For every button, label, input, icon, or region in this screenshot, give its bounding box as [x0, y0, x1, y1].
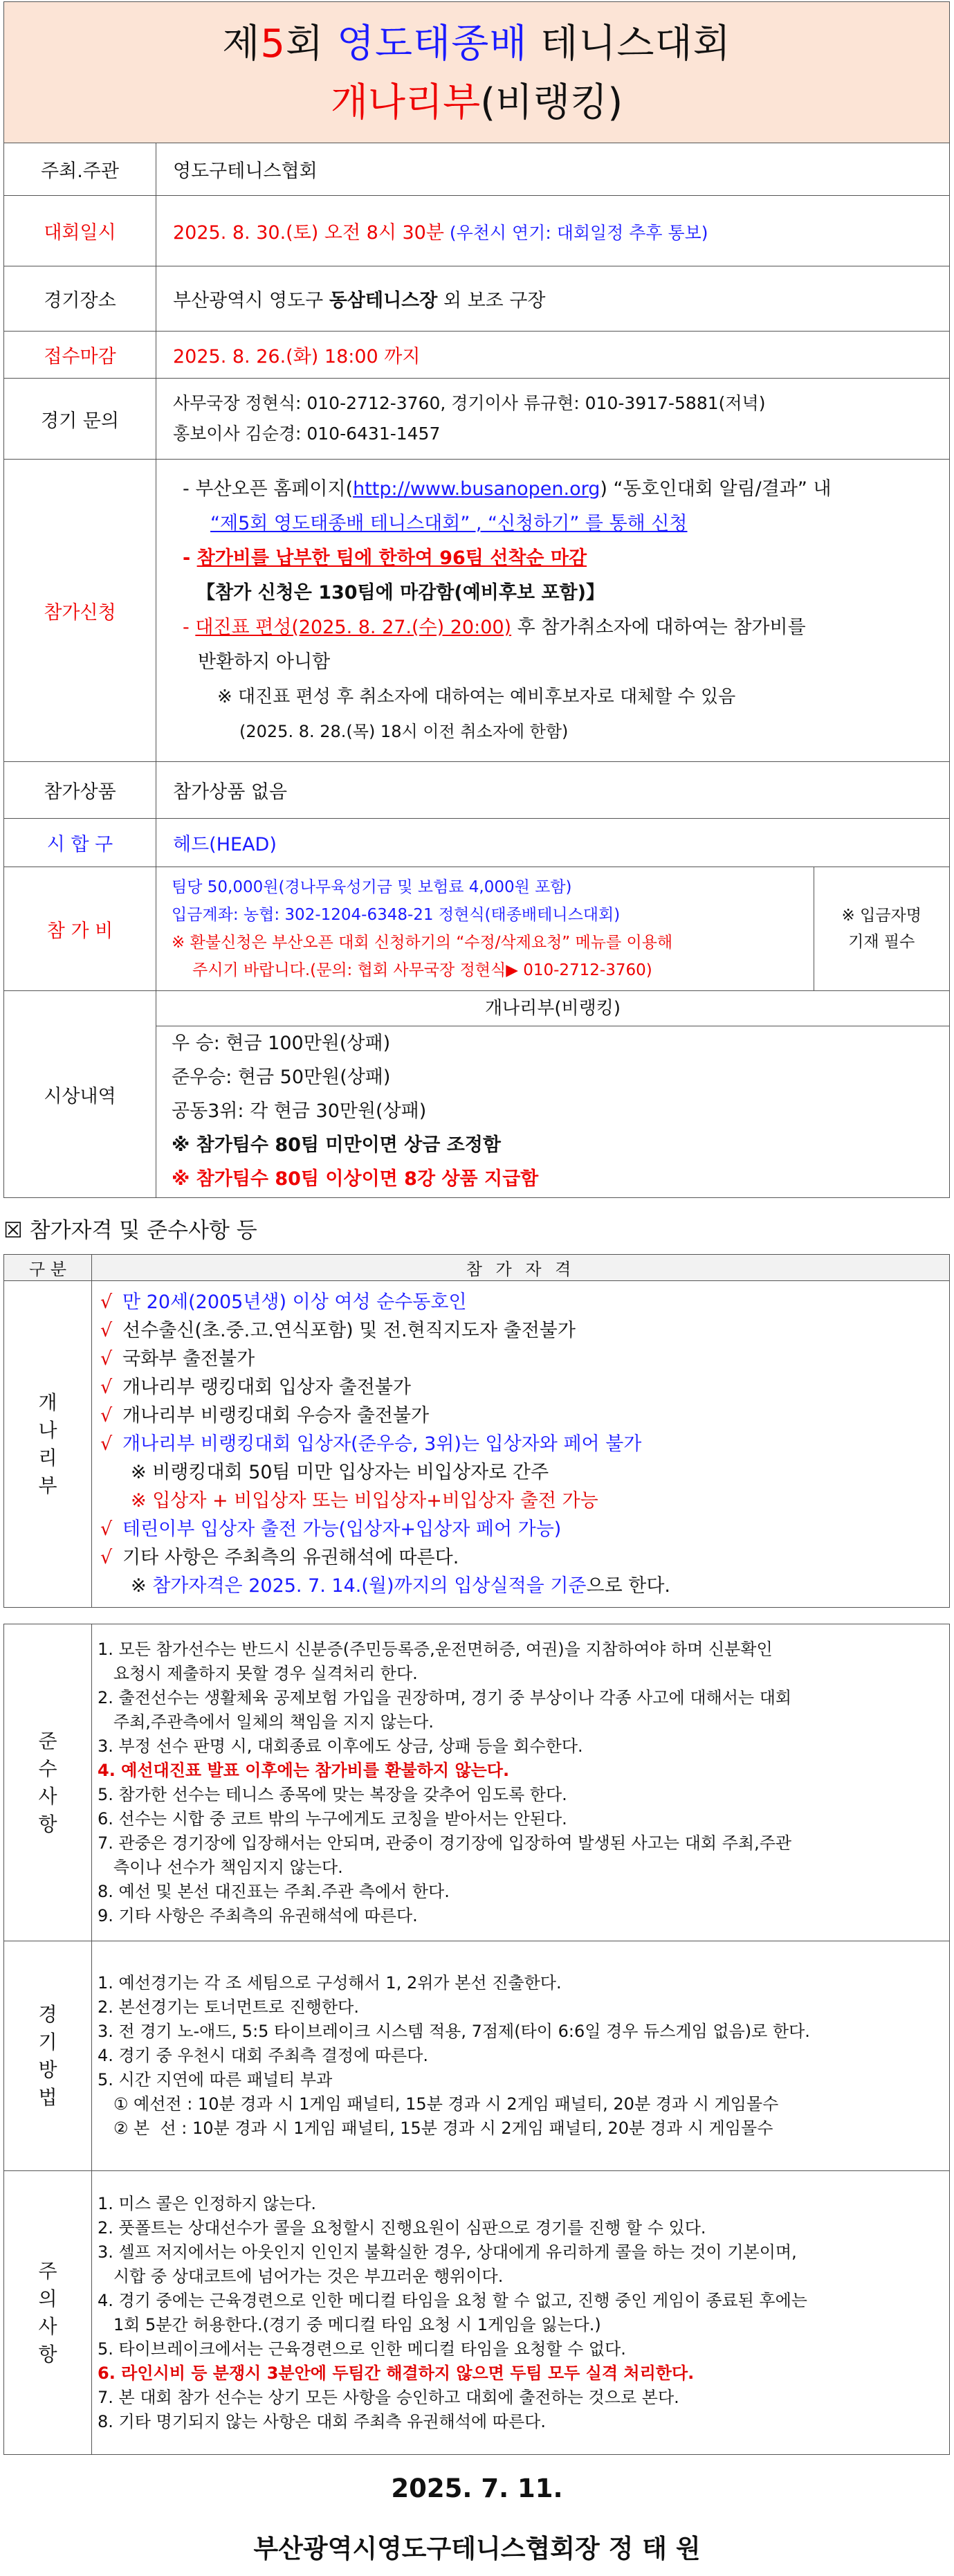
- rule-line: 9. 기타 사항은 주최측의 유권해석에 따른다.: [98, 1905, 418, 1925]
- qual-label-char: 나: [38, 1418, 57, 1442]
- date-label: 대회일시: [4, 196, 156, 266]
- signature: 부산광역시영도구테니스협회장 정 태 원: [253, 2534, 701, 2564]
- deadline-label: 접수마감: [4, 332, 156, 379]
- rule-line: 5. 시간 지연에 따른 패널티 부과: [98, 2070, 333, 2089]
- rule-line: 4. 경기 중 우천시 대회 주최측 결정에 따른다.: [98, 2046, 429, 2065]
- rules-label-char: 법: [38, 2085, 57, 2109]
- prize-details: 개나리부(비랭킹) 우 승: 현금 100만원(상패) 준우승: 현금 50만원(상패) 공동3위: 각 현금 30만원(상패) ※ 참가팀수 80팀 미만이면 상금 조정함 ※ 참가팀수 80팀 이상이면 8강 상품 지급함: [156, 991, 950, 1198]
- prize-heading: 개나리부(비랭킹): [156, 991, 949, 1026]
- rules-label-char: 의: [38, 2287, 57, 2310]
- rule-line: 1. 예선경기는 각 조 세팀으로 구성해서 1, 2위가 본선 진출한다.: [98, 1973, 562, 1993]
- qual-head-criteria: 참 가 자 격: [92, 1255, 950, 1281]
- rules-section-body: [92, 2171, 950, 2455]
- fee-side-note: ※ 입금자명 기재 필수: [841, 907, 921, 951]
- qual-item: √ 만 20세(2005년생) 이상 여성 순수동호인: [100, 1288, 948, 1316]
- tournament-title: 제5회 영도태종배 테니스대회: [222, 21, 731, 66]
- qual-item: √ 개나리부 비랭킹대회 우승자 출전불가: [100, 1402, 948, 1430]
- rule-line: 2. 풋폴트는 상대선수가 콜을 요청할시 진행요원이 심판으로 경기를 진행 할 수 있다.: [98, 2217, 706, 2238]
- qual-item: √ 개나리부 비랭킹대회 입상자(준우승, 3위)는 입상자와 페어 불가: [100, 1430, 948, 1458]
- division-title: 개나리부(비랭킹): [330, 80, 623, 125]
- rule-line: 8. 예선 및 본선 대진표는 주최.주관 측에서 한다.: [98, 1881, 450, 1901]
- ball-label: 시 합 구: [4, 819, 156, 867]
- qual-label-char: 리: [38, 1446, 57, 1469]
- check-mark-icon: √: [100, 1377, 113, 1398]
- rule-line: 5. 타이브레이크에서는 근육경련으로 인한 메디컬 타임을 요청할 수 없다.: [98, 2339, 626, 2359]
- check-mark-icon: √: [100, 1348, 113, 1370]
- host-value: 영도구테니스협회: [156, 143, 950, 196]
- rule-line: 3. 셀프 저지에서는 아웃인지 인인지 불확실한 경우, 상대에게 유리하게 콜을 하는 것이 기본이며,: [98, 2242, 797, 2262]
- check-mark-icon: √: [100, 1405, 113, 1426]
- qual-head-category: 구 분: [4, 1255, 92, 1281]
- rule-line: 3. 전 경기 노-애드, 5:5 타이브레이크 시스템 적용, 7점제(타이 6:6일 경우 듀스게임 없음)로 한다.: [98, 2022, 810, 2041]
- check-mark-icon: √: [100, 1433, 113, 1455]
- rule-line: 2. 출전선수는 생활체육 공제보험 가입을 권장하며, 경기 중 부상이나 각종 사고에 대해서는 대회: [98, 1687, 792, 1707]
- rules-section-label: [4, 1941, 92, 2171]
- check-mark-icon: √: [100, 1291, 113, 1313]
- check-mark-icon: √: [100, 1320, 113, 1341]
- qualification-section-title: ☒ 참가자격 및 준수사항 등: [3, 1218, 257, 1243]
- rule-line: 6. 라인시비 등 분쟁시 3분안에 두팀간 해결하지 않으면 두팀 모두 실격 처리한다.: [98, 2363, 695, 2383]
- rules-label-char: 방: [38, 2058, 57, 2081]
- rules-label-char: 수: [38, 1757, 57, 1780]
- registration-details: - 부산오픈 홈페이지(http://www.busanopen.org) “동호인대회 알림/결과” 내 “제5회 영도태종배 테니스대회” , “신청하기” 를 통해 신청 - 참가비를 납부한 팀에 한하여 96팀 선착순 마감 【참가 신청은 130팀에 마감함(예비후보 포함)】 - 대진표 편성(2025. 8. 27.(수) 20:00) 후 참가취소자에 대하여는 참가비를 반환하지 아니함 ※ 대진표 편성 후 취소자에 대하여는 예비후보자로 대체할 수 있음 (2025. 8. 28.(목) 18시 이전 취소자에 한함): [156, 460, 950, 762]
- date-value: 2025. 8. 30.(토) 오전 8시 30분 (우천시 연기: 대회일정 추후 통보): [156, 196, 950, 266]
- rule-line: 8. 기타 명기되지 않는 사항은 대회 주최측 유권해석에 따른다.: [98, 2411, 546, 2431]
- qual-group-label: [4, 1281, 92, 1608]
- qual-basis-note: ※ 참가자격은 2025. 7. 14.(월)까지의 입상실적을 기준으로 한다.: [131, 1575, 671, 1597]
- rule-line: 3. 부정 선수 판명 시, 대회종료 이후에도 상금, 상패 등을 회수한다.: [98, 1736, 583, 1756]
- rules-label-char: 경: [38, 2002, 57, 2026]
- rules-table: [3, 1624, 950, 2455]
- rule-line: 5. 참가한 선수는 테니스 종목에 맞는 복장을 갖추어 임도록 한다.: [98, 1784, 567, 1804]
- tournament-info-table: [3, 1, 950, 1198]
- rule-line: 7. 본 대회 참가 선수는 상기 모든 사항을 승인하고 대회에 출전하는 것으로 본다.: [98, 2387, 679, 2407]
- rule-line: 7. 관중은 경기장에 입장해서는 안되며, 관중이 경기장에 입장하여 발생된 사고는 대회 주최,주관: [98, 1833, 792, 1853]
- rules-label-char: 사: [38, 2314, 57, 2338]
- rules-section-body: [92, 1941, 950, 2171]
- fee-label: 참 가 비: [4, 867, 156, 991]
- ball-value: 헤드(HEAD): [156, 819, 950, 867]
- gift-label: 참가상품: [4, 762, 156, 819]
- check-mark-icon: √: [100, 1518, 113, 1540]
- venue-label: 경기장소: [4, 266, 156, 332]
- rule-line: 1회 5분간 허용한다.(경기 중 메디컬 타임 요청 시 1게임을 잃는다.): [98, 2314, 601, 2334]
- rule-line: 요청시 제출하지 못할 경우 실격처리 한다.: [98, 1663, 418, 1683]
- gift-value: 참가상품 없음: [156, 762, 950, 819]
- fee-details: 팀당 50,000원(경나무육성기금 및 보험료 4,000원 포함) 입금계좌: 농협: 302-1204-6348-21 정현식(태종배테니스대회) ※ 환불신청은 부산오픈 대회 신청하기의 “수정/삭제요청” 메뉴를 이용해 주시기 바랍니다.(문의: 협회 사무국장 정현식▶ 010-2712-3760) ※ 입금자명 기재 필수: [156, 867, 950, 991]
- rule-line: 1. 미스 콜은 인정하지 않는다.: [98, 2193, 317, 2213]
- qual-item: √ 개나리부 랭킹대회 입상자 출전불가: [100, 1373, 948, 1402]
- rule-line: 1. 모든 참가선수는 반드시 신분증(주민등록증,운전면허증, 여권)을 지참하여야 하며 신분확인: [98, 1639, 773, 1659]
- contact-value: 사무국장 정현식: 010-2712-3760, 경기이사 류규현: 010-3917-5881(저녁) 홍보이사 김순경: 010-6431-1457: [156, 379, 950, 460]
- rules-label-char: 준: [38, 1729, 57, 1752]
- busanopen-link[interactable]: http://www.busanopen.org: [353, 478, 600, 500]
- qual-item: √ 국화부 출전불가: [100, 1345, 948, 1373]
- deadline-value: 2025. 8. 26.(화) 18:00 까지: [156, 332, 950, 379]
- rules-label-char: 사: [38, 1784, 57, 1808]
- rules-section-body: [92, 1624, 950, 1941]
- checkbox-icon: ☒: [3, 1218, 23, 1243]
- check-mark-icon: √: [100, 1547, 113, 1568]
- rule-line: ① 예선전 : 10분 경과 시 1게임 패널티, 15분 경과 시 2게임 패널티, 20분 경과 시 게임몰수: [98, 2094, 779, 2114]
- registration-label: 참가신청: [4, 460, 156, 762]
- qual-item: √ 선수출신(초.중.고.연식포함) 및 전.현직지도자 출전불가: [100, 1316, 948, 1345]
- qualification-table: [3, 1254, 950, 1608]
- rules-label-char: 주: [38, 2259, 57, 2283]
- qual-label-char: 개: [38, 1390, 57, 1414]
- rules-label-char: 항: [38, 2342, 57, 2366]
- title-banner: [4, 2, 950, 143]
- rule-line: 주최,주관측에서 일체의 책임을 지지 않는다.: [98, 1712, 434, 1732]
- qual-criteria-list: [92, 1281, 950, 1608]
- rule-line: 측이나 선수가 책임지지 않는다.: [98, 1857, 343, 1877]
- rules-section-label: [4, 1624, 92, 1941]
- prize-label: 시상내역: [4, 991, 156, 1198]
- rule-line: 6. 선수는 시합 중 코트 밖의 누구에게도 코칭을 받아서는 안된다.: [98, 1808, 567, 1829]
- rule-line: 시합 중 상대코트에 넘어가는 것은 부끄러운 행위이다.: [98, 2266, 504, 2286]
- qual-item: ※ 비랭킹대회 50팀 미만 입상자는 비입상자로 간주: [131, 1462, 549, 1483]
- rules-section-label: [4, 2171, 92, 2455]
- host-label: 주최.주관: [4, 143, 156, 196]
- qual-item: ※ 입상자 + 비입상자 또는 비입상자+비입상자 출전 가능: [131, 1490, 598, 1512]
- venue-value: 부산광역시 영도구 동삼테니스장 외 보조 구장: [156, 266, 950, 332]
- qual-label-char: 부: [38, 1473, 57, 1497]
- qual-item: √ 기타 사항은 주최측의 유권해석에 따른다.: [100, 1543, 948, 1572]
- rules-label-char: 기: [38, 2030, 57, 2053]
- rule-line: 4. 경기 중에는 근육경련으로 인한 메디컬 타임을 요청 할 수 없고, 진행 중인 게임이 종료된 후에는: [98, 2290, 807, 2310]
- rule-line: 2. 본선경기는 토너먼트로 진행한다.: [98, 1997, 359, 2017]
- rules-label-char: 항: [38, 1812, 57, 1835]
- qual-item: √ 테린이부 입상자 출전 가능(입상자+입상자 페어 가능): [100, 1515, 948, 1543]
- contact-label: 경기 문의: [4, 379, 156, 460]
- issue-date: 2025. 7. 11.: [391, 2474, 563, 2503]
- rule-line: 4. 예선대진표 발표 이후에는 참가비를 환불하지 않는다.: [98, 1760, 510, 1780]
- rule-line: ② 본 선 : 10분 경과 시 1게임 패널티, 15분 경과 시 2게임 패널티, 20분 경과 시 게임몰수: [98, 2119, 773, 2138]
